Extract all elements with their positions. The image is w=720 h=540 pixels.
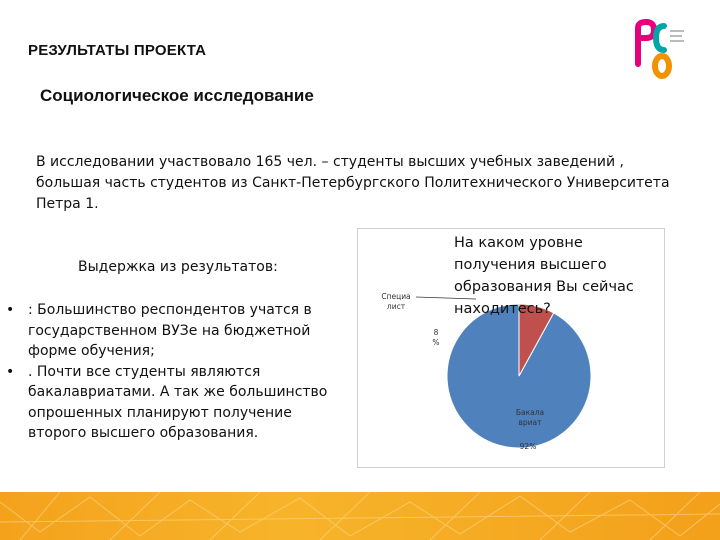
footer-banner <box>0 492 720 540</box>
excerpt-title: Выдержка из результатов: <box>78 259 278 275</box>
slice-value-specialist: 8 % <box>432 328 440 347</box>
slice-value-bachelor: 92% <box>519 442 537 451</box>
slice-label-specialist: Специа лист <box>381 292 411 311</box>
intro-paragraph: В исследовании участвовало 165 чел. – студенты высших учебных заведений , большая часть студентов из Санкт-Петербургского Политехнического Университета Петра 1. <box>36 154 670 212</box>
footer-pattern <box>0 492 720 540</box>
bullet-marker: • <box>6 363 15 380</box>
bullet-marker: • <box>6 302 15 318</box>
bullet-item <box>6 300 351 362</box>
chart-title: На каком уровне получения высшего образования Вы сейчас находитесь? <box>454 235 634 317</box>
logo <box>630 16 690 82</box>
bullet-list <box>6 300 351 444</box>
header-title: РЕЗУЛЬТАТЫ ПРОЕКТА <box>28 42 207 59</box>
bullet-text: : Большинство респондентов учатся в государственном ВУЗе на бюджетной форме обучения; <box>28 302 312 359</box>
bullet-item <box>6 362 351 444</box>
bullet-text: . Почти все студенты являются бакалавриатами. А так же большинство опрошенных планируют получение второго высшего образования. <box>28 363 328 441</box>
slice-label-bachelor: Бакала вриат <box>515 408 545 427</box>
section-subtitle: Социологическое исследование <box>40 86 314 105</box>
